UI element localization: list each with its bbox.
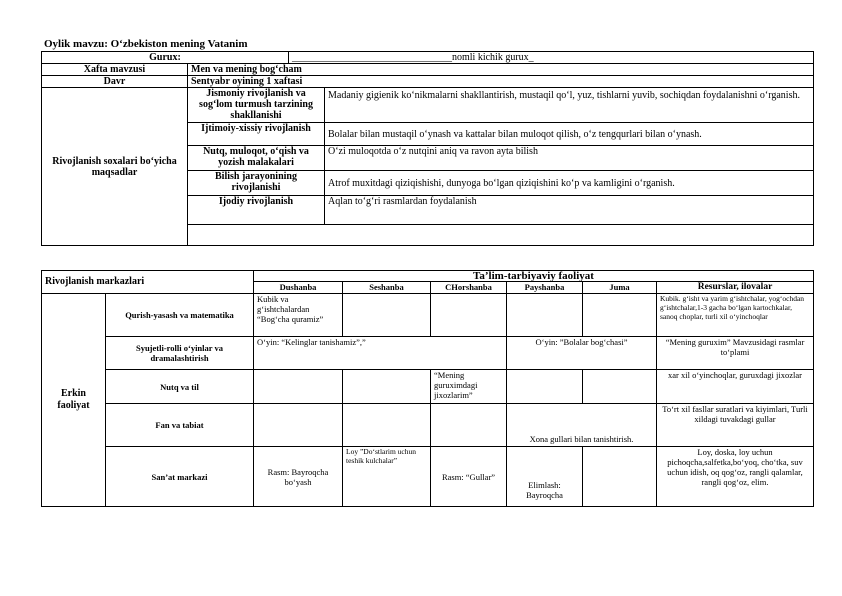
center-speech-language: Nutq va til [106, 370, 254, 404]
cell-science-tue [343, 404, 431, 447]
cell-art-mon: Rasm: Bayroqcha bo‘yash [254, 447, 343, 507]
group-value: ________________________________nomli kichik gurux_ [289, 52, 814, 64]
center-art: San’at markazi [106, 447, 254, 507]
goal-text-physical: Madaniy gigienik ko‘nikmalarni shakllantirish, mustaqil qo‘l, yuz, tishlarni yuvib, sochiqdan foydalanishni o‘rganish. [325, 88, 814, 123]
week-topic-label: Xafta mavzusi [42, 64, 188, 76]
free-activity-label: Erkin faoliyat [42, 294, 106, 507]
resources-art: Loy, doska, loy uchun pichoqcha,salfetka,bo‘yoq, cho‘tka, suv uchun idish, oq qog‘oz, rangli qalamlar, rangli qog‘oz, elim. [657, 447, 814, 507]
goal-area-physical: Jismoniy rivojlanish va sog‘lom turmush tarzining shakllanishi [188, 88, 325, 123]
center-science-nature: Fan va tabiat [106, 404, 254, 447]
day-thursday: Payshanba [507, 282, 583, 294]
goal-text-creative: Aqlan to‘g‘ri rasmlardan foydalanish [325, 196, 814, 225]
resources-label: Resurslar, ilovalar [657, 282, 814, 294]
goal-area-social: Ijtimoiy-xissiy rivojlanish [188, 123, 325, 146]
day-friday: Juma [583, 282, 657, 294]
goal-area-cognitive: Bilish jarayonining rivojlanishi [188, 171, 325, 196]
cell-construction-wed [431, 294, 507, 337]
resources-construction: Kubik. g‘isht va yarim g‘ishtchalar, yog‘ochdan g‘ishtchalar,1-3 gacha bo‘lgan kartochkalar, sanoq choplar, turli xil o‘yinchoqlar [657, 294, 814, 337]
day-tuesday: Seshanba [343, 282, 431, 294]
resources-speech: xar xil o‘yinchoqlar, guruxdagi jixozlar [657, 370, 814, 404]
schedule-table [41, 270, 814, 507]
cell-role-play-mon-wed: O‘yin: “Kelinglar tanishamiz”,” [254, 337, 507, 370]
cell-construction-tue [343, 294, 431, 337]
centers-label: Rivojlanish markazlari [42, 271, 254, 294]
period-label: Davr [42, 76, 188, 88]
period-value: Sentyabr oyining 1 xaftasi [188, 76, 814, 88]
day-monday: Dushanba [254, 282, 343, 294]
cell-construction-mon: Kubik va g‘ishtchalardan “Bog‘cha quramiz” [254, 294, 343, 337]
plan-header-table [41, 51, 814, 246]
center-role-play: Syujetli-rolli o‘yinlar va dramalashtirish [106, 337, 254, 370]
group-label: Gurux: [42, 52, 289, 64]
goal-area-creative: Ijodiy rivojlanish [188, 196, 325, 225]
cell-science-thu: Xona gullari bilan tanishtirish. [507, 404, 657, 447]
center-construction-math: Qurish-yasash va matematika [106, 294, 254, 337]
goal-text-speech: O‘zi muloqotda o‘z nutqini aniq va ravon ayta bilish [325, 146, 814, 171]
cell-art-thu: Elimlash: Bayroqcha [507, 447, 583, 507]
cell-art-fri [583, 447, 657, 507]
cell-speech-fri [583, 370, 657, 404]
resources-role-play: “Mening guruxim” Mavzusidagi rasmlar to‘plami [657, 337, 814, 370]
week-topic-value: Men va mening bog‘cham [188, 64, 814, 76]
cell-speech-mon [254, 370, 343, 404]
activity-label: Ta’lim-tarbiyaviy faoliyat [254, 271, 814, 282]
resources-science: To‘rt xil fasllar suratlari va kiyimlari, Turli xildagi tuvakdagi gullar [657, 404, 814, 447]
goal-area-speech: Nutq, muloqot, o‘qish va yozish malakalari [188, 146, 325, 171]
goal-text-social: Bolalar bilan mustaqil o‘ynash va kattalar bilan muloqot qilish, o‘z tengqurlari bilan o‘ynash. [325, 123, 814, 146]
cell-speech-tue [343, 370, 431, 404]
cell-science-mon [254, 404, 343, 447]
cell-construction-thu [507, 294, 583, 337]
cell-speech-thu [507, 370, 583, 404]
cell-art-wed: Rasm: “Gullar” [431, 447, 507, 507]
cell-art-tue: Loy ”Do‘stlarim uchun teshik kulchalar” [343, 447, 431, 507]
day-wednesday: CHorshanba [431, 282, 507, 294]
cell-role-play-thu-fri: O‘yin: ”Bolalar bog‘chasi” [507, 337, 657, 370]
cell-speech-wed: “Mening guruximdagi jixozlarim” [431, 370, 507, 404]
cell-construction-fri [583, 294, 657, 337]
cell-science-wed [431, 404, 507, 447]
page-title: Oylik mavzu: O‘zbekiston mening Vatanim [44, 38, 248, 50]
goal-text-cognitive: Atrof muxitdagi qiziqishishi, dunyoga bo‘lgan qiziqishini ko‘p va kamligini o‘rganish. [325, 171, 814, 196]
goals-section-label: Rivojlanish soxalari bo‘yicha maqsadlar [42, 88, 188, 246]
goal-empty-row [188, 225, 814, 246]
